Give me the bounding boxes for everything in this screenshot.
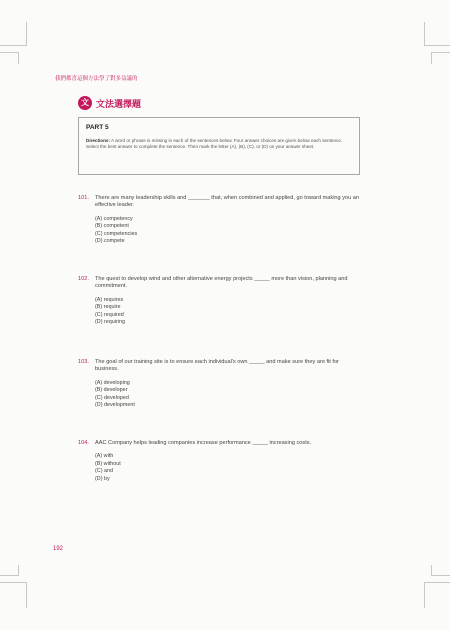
crop-mark [18, 52, 19, 64]
page-number: 192 [53, 546, 64, 552]
section-heading [78, 96, 141, 110]
crop-mark [432, 575, 450, 576]
answer-options [95, 453, 363, 483]
crop-mark [431, 565, 432, 576]
question-101 [78, 195, 363, 245]
crop-mark [0, 582, 26, 583]
directions-text [86, 138, 352, 150]
crop-mark [26, 582, 27, 608]
answer-option[interactable]: (C) required [95, 311, 124, 318]
crop-mark [431, 52, 432, 64]
answer-option[interactable]: (A) developing [95, 379, 130, 386]
section-badge-icon: 文 [78, 96, 92, 110]
answer-option[interactable]: (D) development [95, 402, 135, 409]
answer-option[interactable]: (B) require [95, 304, 121, 311]
answer-option[interactable]: (A) competency [95, 215, 133, 222]
question-number: 102. [78, 276, 89, 282]
crop-mark [0, 575, 18, 576]
answer-option[interactable]: (B) competent [95, 223, 129, 230]
crop-mark [26, 22, 27, 46]
question-text: The quest to develop wind and other alternative energy projects _____ more than vision, planning and commitment. [95, 276, 348, 290]
question-103 [78, 359, 363, 409]
directions-label: Directions: [86, 138, 110, 143]
crop-mark [432, 52, 450, 53]
answer-option[interactable]: (C) competencies [95, 230, 138, 237]
crop-mark [0, 45, 26, 46]
answer-option[interactable]: (D) by [95, 475, 110, 482]
crop-mark [18, 565, 19, 576]
answer-options [95, 380, 363, 410]
question-number: 103. [78, 359, 89, 365]
crop-mark [424, 582, 425, 608]
question-104 [78, 440, 363, 483]
part-title: PART 5 [86, 124, 109, 131]
answer-option[interactable]: (D) compete [95, 238, 125, 245]
answer-option[interactable]: (B) developer [95, 387, 128, 394]
question-number: 101. [78, 195, 89, 201]
answer-option[interactable]: (A) with [95, 453, 114, 460]
crop-mark [424, 582, 450, 583]
question-text: The goal of our training site is to ensure each individual's own _____ and make sure they are fit for business. [95, 359, 339, 373]
crop-mark [424, 22, 425, 46]
question-text: There are many leadership skills and _______ that, when combined and applied, go toward making you an effective leader. [95, 195, 360, 209]
answer-option[interactable]: (C) and [95, 468, 113, 475]
answer-option[interactable]: (D) requiring [95, 319, 125, 326]
answer-option[interactable]: (A) requires [95, 296, 124, 303]
answer-option[interactable]: (B) without [95, 460, 121, 467]
answer-option[interactable]: (C) developed [95, 394, 129, 401]
question-text: AAC Company helps leading companies increase performance _____ increasing costs. [95, 440, 312, 446]
answer-options [95, 216, 363, 246]
crop-mark [424, 45, 450, 46]
question-number: 104. [78, 440, 89, 446]
section-title: 文法選擇題 [96, 98, 142, 109]
crop-mark [0, 52, 18, 53]
directions-body: A word or phrase is missing in each of the sentences below. Four answer choices are given below each sentence. Select the best answer to complete the sentence. Then mark the letter (A), (B), (C), or (D) on your answer sheet. [86, 138, 343, 149]
answer-options [95, 297, 363, 327]
question-102 [78, 276, 363, 326]
directions-box [78, 117, 360, 175]
running-head: 我們都喜這個方法學了對多益議的 [55, 76, 138, 82]
